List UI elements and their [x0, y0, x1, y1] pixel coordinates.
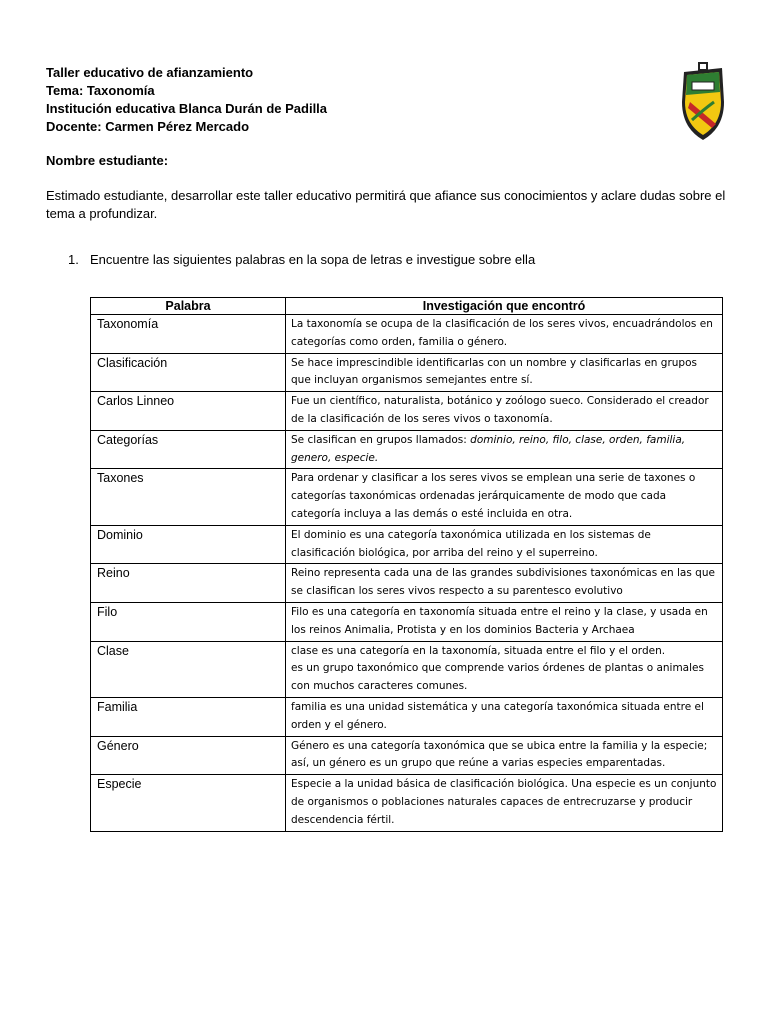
word-cell: Categorías	[91, 430, 286, 469]
research-cell: Se hace imprescindible identificarlas con un nombre y clasificarlas en grupos que incluyan organismos semejantes entre sí.	[286, 353, 723, 392]
research-cell: Para ordenar y clasificar a los seres vivos se emplean una serie de taxones o categorías taxonómicas ordenadas jerárquicamente de modo que cada categoría incluya a las demás o esté incluida en otra.	[286, 469, 723, 525]
teacher-line: Docente: Carmen Pérez Mercado	[46, 119, 250, 134]
research-line: es un grupo taxonómico que comprende varios órdenes de plantas o animales con muchos caracteres comunes.	[291, 662, 704, 693]
institution-line: Institución educativa Blanca Durán de Padilla	[46, 101, 328, 116]
word-cell: Dominio	[91, 525, 286, 564]
table-row	[91, 430, 723, 469]
research-cell: familia es una unidad sistemática y una categoría taxonómica situada entre el orden y el género.	[286, 697, 723, 736]
table-row	[91, 697, 723, 736]
student-name-label: Nombre estudiante:	[46, 153, 169, 168]
table-row	[91, 602, 723, 641]
word-cell: Especie	[91, 775, 286, 831]
word-cell: Clase	[91, 641, 286, 697]
column-header-research: Investigación que encontró	[286, 298, 723, 315]
research-cell: Filo es una categoría en taxonomía situada entre el reino y la clase, y usada en los reinos Animalia, Protista y en los dominios Bacteria y Archaea	[286, 602, 723, 641]
word-cell: Carlos Linneo	[91, 392, 286, 431]
column-header-word: Palabra	[91, 298, 286, 315]
word-cell: Filo	[91, 602, 286, 641]
word-cell: Familia	[91, 697, 286, 736]
instruction-item	[68, 252, 535, 267]
item-number: 1.	[68, 252, 79, 267]
research-cell: Fue un científico, naturalista, botánico y zoólogo sueco. Considerado el creador de la clasificación de los seres vivos o taxonomía.	[286, 392, 723, 431]
research-cell: Género es una categoría taxonómica que se ubica entre la familia y la especie; así, un género es un grupo que reúne a varias especies emparentadas.	[286, 736, 723, 775]
topic-line: Tema: Taxonomía	[46, 83, 155, 98]
table-row	[91, 775, 723, 831]
research-cell: Reino representa cada una de las grandes subdivisiones taxonómicas en las que se clasifican los seres vivos respecto a su parentesco evolutivo	[286, 564, 723, 603]
word-cell: Taxonomía	[91, 315, 286, 354]
table-row	[91, 469, 723, 525]
word-cell: Taxones	[91, 469, 286, 525]
research-line: clase es una categoría en la taxonomía, situada entre el filo y el orden.	[291, 644, 666, 657]
word-cell: Género	[91, 736, 286, 775]
research-cell: La taxonomía se ocupa de la clasificación de los seres vivos, encuadrándolos en categorías como orden, familia o género.	[286, 315, 723, 354]
research-cell: El dominio es una categoría taxonómica utilizada en los sistemas de clasificación biológica, por arriba del reino y el superreino.	[286, 525, 723, 564]
school-crest-logo	[678, 62, 728, 142]
workshop-title: Taller educativo de afianzamiento	[46, 65, 254, 80]
research-lead-text: Se clasifican en grupos llamados:	[291, 433, 471, 446]
word-cell: Clasificación	[91, 353, 286, 392]
table-header-row	[91, 298, 723, 315]
research-cell: Especie a la unidad básica de clasificación biológica. Una especie es un conjunto de organismos o poblaciones naturales capaces de entrecruzarse y producir descendencia fértil.	[286, 775, 723, 831]
table-row	[91, 736, 723, 775]
research-table	[90, 297, 723, 832]
word-cell: Reino	[91, 564, 286, 603]
document-header	[46, 64, 327, 136]
table-row	[91, 353, 723, 392]
table-row	[91, 525, 723, 564]
table-row	[91, 564, 723, 603]
table-row	[91, 315, 723, 354]
research-italic-list: dominio, reino, filo, clase, orden, familia, genero, especie.	[291, 433, 686, 464]
item-text: Encuentre las siguientes palabras en la sopa de letras e investigue sobre ella	[90, 252, 536, 267]
research-cell	[286, 430, 723, 469]
table-row	[91, 641, 723, 697]
research-cell	[286, 641, 723, 697]
table-row	[91, 392, 723, 431]
intro-paragraph: Estimado estudiante, desarrollar este taller educativo permitirá que afiance sus conocimientos y aclare dudas sobre el tema a profundizar.	[46, 188, 726, 221]
